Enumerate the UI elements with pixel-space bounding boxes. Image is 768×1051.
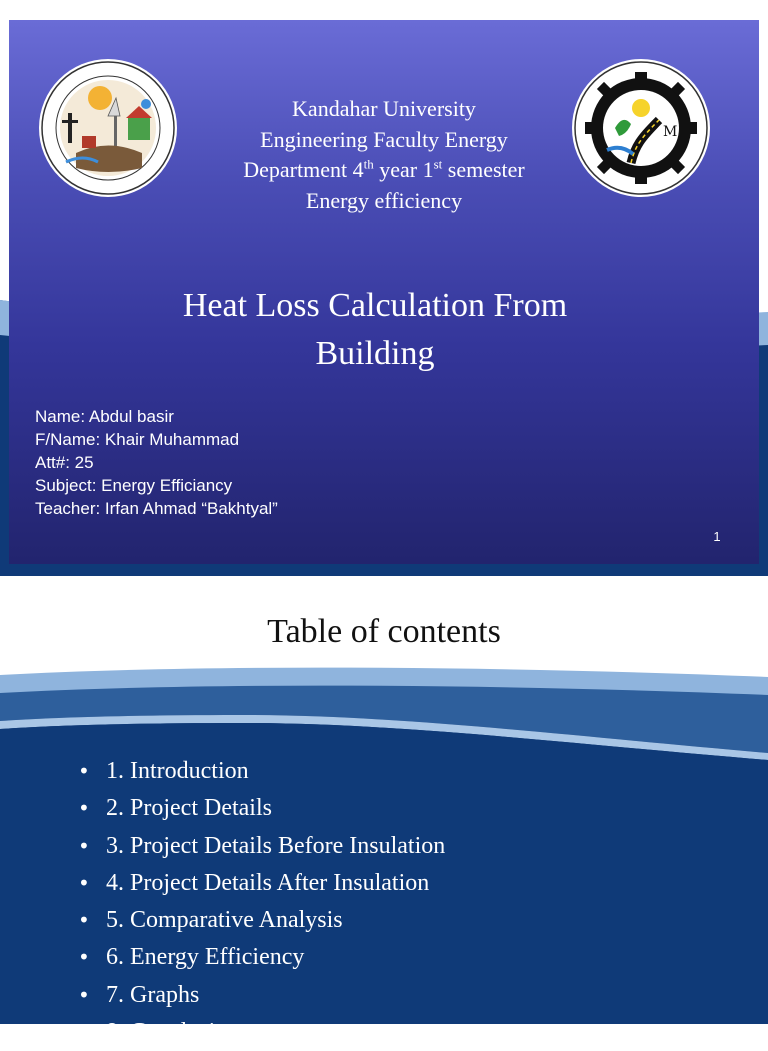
- header-line-university: Kandahar University: [292, 96, 476, 121]
- presentation-title: [130, 282, 620, 378]
- header-sup-st: st: [433, 156, 443, 172]
- header-sup-th: th: [363, 156, 374, 172]
- toc-item-text: 7. Graphs: [106, 981, 200, 1008]
- bullet-icon: •: [78, 796, 90, 821]
- bullet-icon: •: [78, 908, 90, 933]
- bullet-icon: •: [78, 759, 90, 783]
- header-line-subject: Energy efficiency: [305, 187, 463, 213]
- student-info: [35, 405, 435, 520]
- header-year-text: year 1: [373, 157, 434, 182]
- bullet-icon: •: [78, 870, 90, 895]
- toc-item: [78, 790, 445, 827]
- university-header: [190, 94, 578, 216]
- toc-item: [78, 902, 445, 939]
- info-name: Name: Abdul basir: [35, 407, 174, 426]
- toc-item: [78, 1014, 445, 1051]
- info-subject: Subject: Energy Efficiancy: [35, 476, 233, 495]
- bullet-icon: •: [78, 982, 90, 1007]
- title-line-1: Heat Loss Calculation From: [182, 287, 568, 324]
- toc-item-text: 1. Introduction: [106, 758, 249, 784]
- department-seal-icon: [38, 58, 178, 198]
- faculty-seal-logo: [571, 58, 711, 198]
- bullet-icon: •: [78, 833, 90, 858]
- toc-item: [78, 753, 445, 790]
- toc-item: [78, 977, 445, 1014]
- info-teacher: Teacher: Irfan Ahmad “Bakhtyal”: [35, 499, 278, 518]
- title-line-2: Building: [315, 335, 435, 372]
- table-of-contents-slide: [0, 585, 768, 1046]
- info-attendance: Att#: 25: [35, 453, 94, 472]
- header-semester-text: semester: [442, 157, 525, 182]
- toc-item-text: 3. Project Details Before Insulation: [106, 832, 446, 859]
- toc-item: [78, 939, 445, 976]
- toc-item-text: 8. Conclusion: [106, 1019, 240, 1046]
- toc-item: [78, 865, 445, 902]
- bullet-icon: •: [78, 1020, 90, 1045]
- bullet-icon: •: [78, 945, 90, 970]
- header-line-department: [190, 155, 578, 186]
- info-father-name: F/Name: Khair Muhammad: [35, 430, 240, 449]
- svg-text:M: M: [663, 124, 678, 140]
- toc-list: [78, 753, 445, 1051]
- department-seal-logo: [38, 58, 178, 198]
- toc-item-text: 6. Energy Efficiency: [106, 944, 305, 971]
- header-line-faculty: Engineering Faculty Energy: [260, 126, 508, 152]
- header-department-text: Department 4: [243, 157, 364, 182]
- toc-item: [78, 828, 445, 865]
- faculty-seal-icon: [571, 58, 711, 198]
- toc-item-text: 5. Comparative Analysis: [106, 907, 343, 934]
- toc-item-text: 4. Project Details After Insulation: [106, 869, 430, 896]
- toc-item-text: 2. Project Details: [106, 795, 272, 822]
- slide-number: 1: [713, 529, 721, 544]
- toc-title: Table of contents: [267, 613, 501, 650]
